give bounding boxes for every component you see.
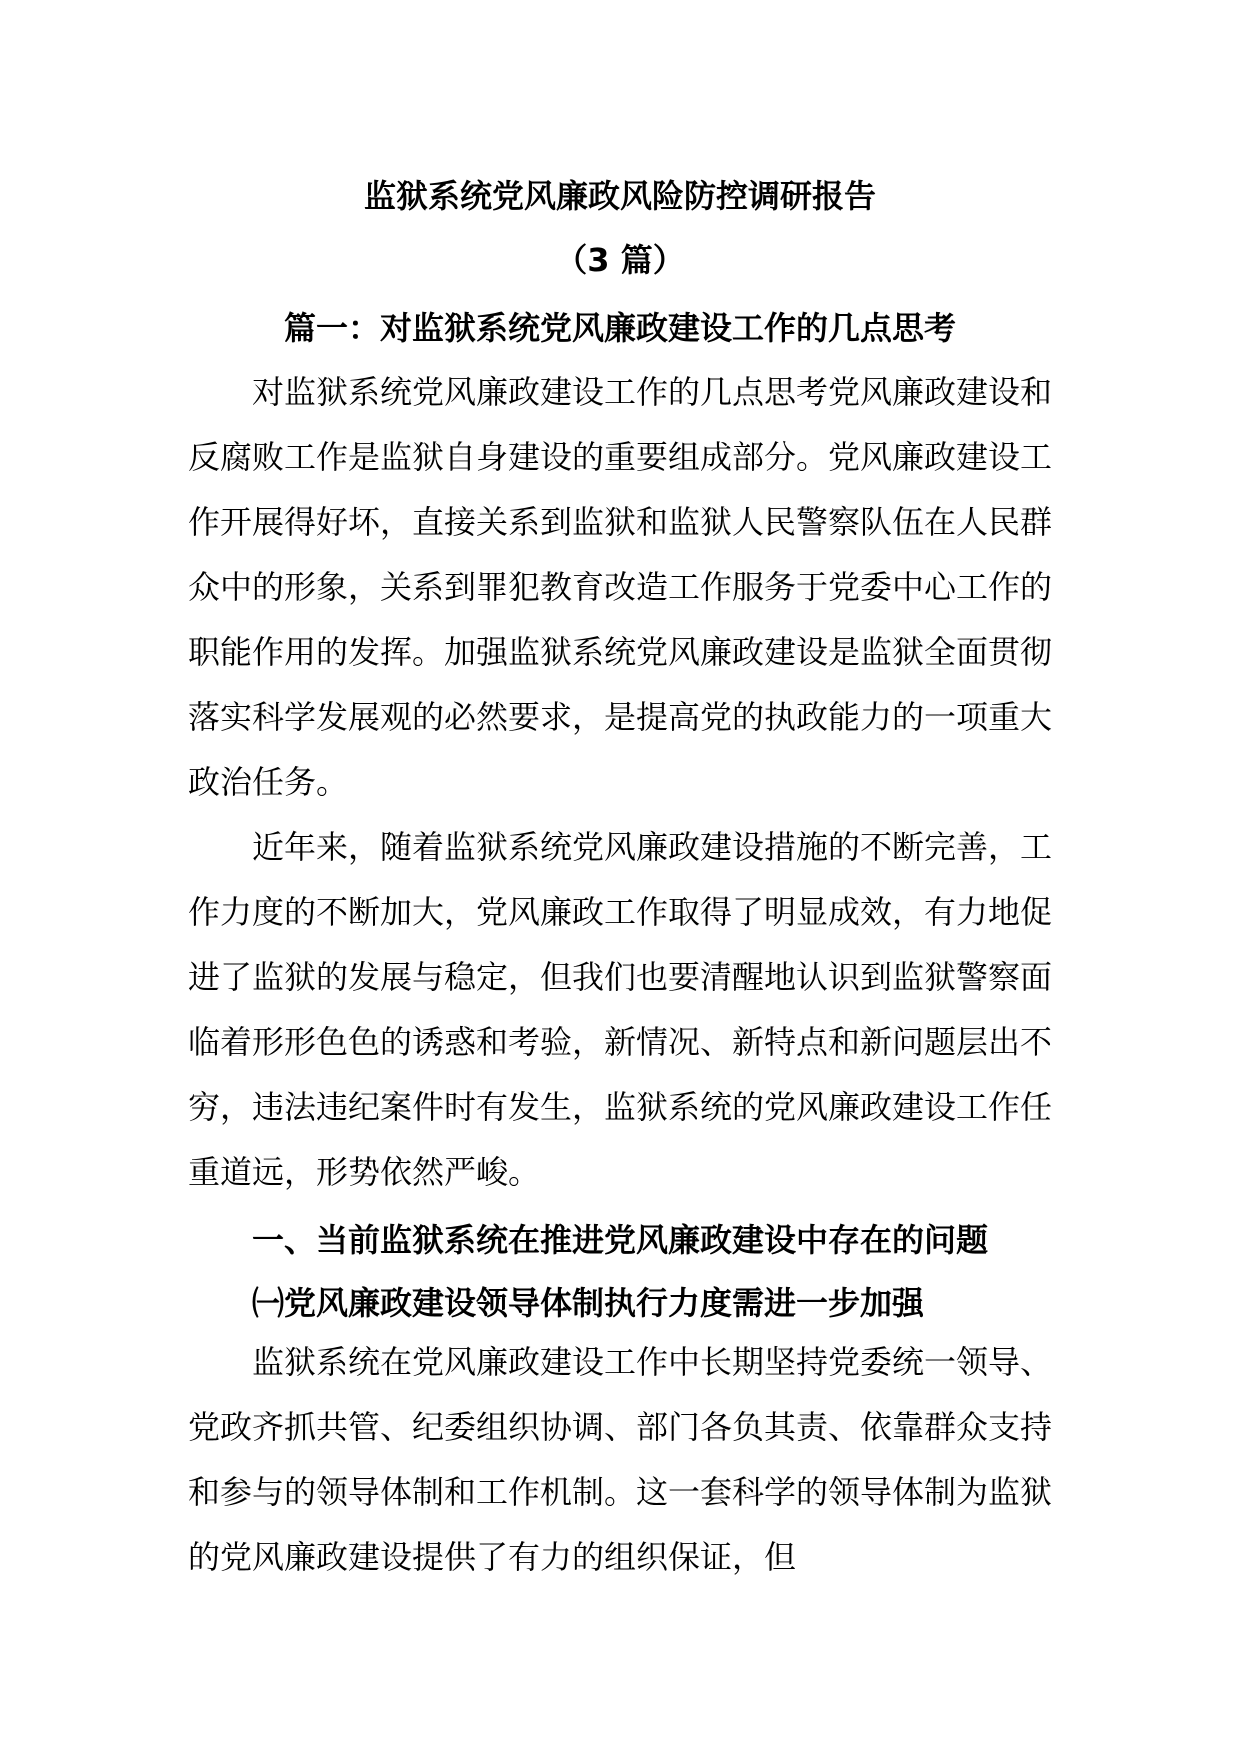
section-heading: 一、当前监狱系统在推进党风廉政建设中存在的问题 — [252, 1221, 989, 1259]
body-paragraph-3: 监狱系统在党风廉政建设工作中长期坚持党委统一领导、党政齐抓共管、纪委组织协调、部门各负其责、依靠群众支持和参与的领导体制和工作机制。这一套科学的领导体制为监狱的党风廉政建设提供了有力的组织保证，但 — [188, 1343, 1053, 1576]
document-subtitle: （3 篇） — [555, 241, 685, 279]
article-title: 篇一：对监狱系统党风廉政建设工作的几点思考 — [283, 309, 956, 347]
body-paragraph-2: 近年来，随着监狱系统党风廉政建设措施的不断完善，工作力度的不断加大，党风廉政工作取得了明显成效，有力地促进了监狱的发展与稳定，但我们也要清醒地认识到监狱警察面临着形形色色的诱惑和考验，新情况、新特点和新问题层出不穷，违法违纪案件时有发生，监狱系统的党风廉政建设工作任重道远，形势依然严峻。 — [188, 828, 1053, 1191]
document-title: 监狱系统党风廉政风险防控调研报告 — [363, 177, 876, 215]
subsection-heading: ㈠党风廉政建设领导体制执行力度需进一步加强 — [252, 1284, 925, 1322]
body-paragraph-1: 对监狱系统党风廉政建设工作的几点思考党风廉政建设和反腐败工作是监狱自身建设的重要组成部分。党风廉政建设工作开展得好坏，直接关系到监狱和监狱人民警察队伍在人民群众中的形象，关系到罪犯教育改造工作服务于党委中心工作的职能作用的发挥。加强监狱系统党风廉政建设是监狱全面贯彻落实科学发展观的必然要求，是提高党的执政能力的一项重大政治任务。 — [188, 373, 1053, 801]
